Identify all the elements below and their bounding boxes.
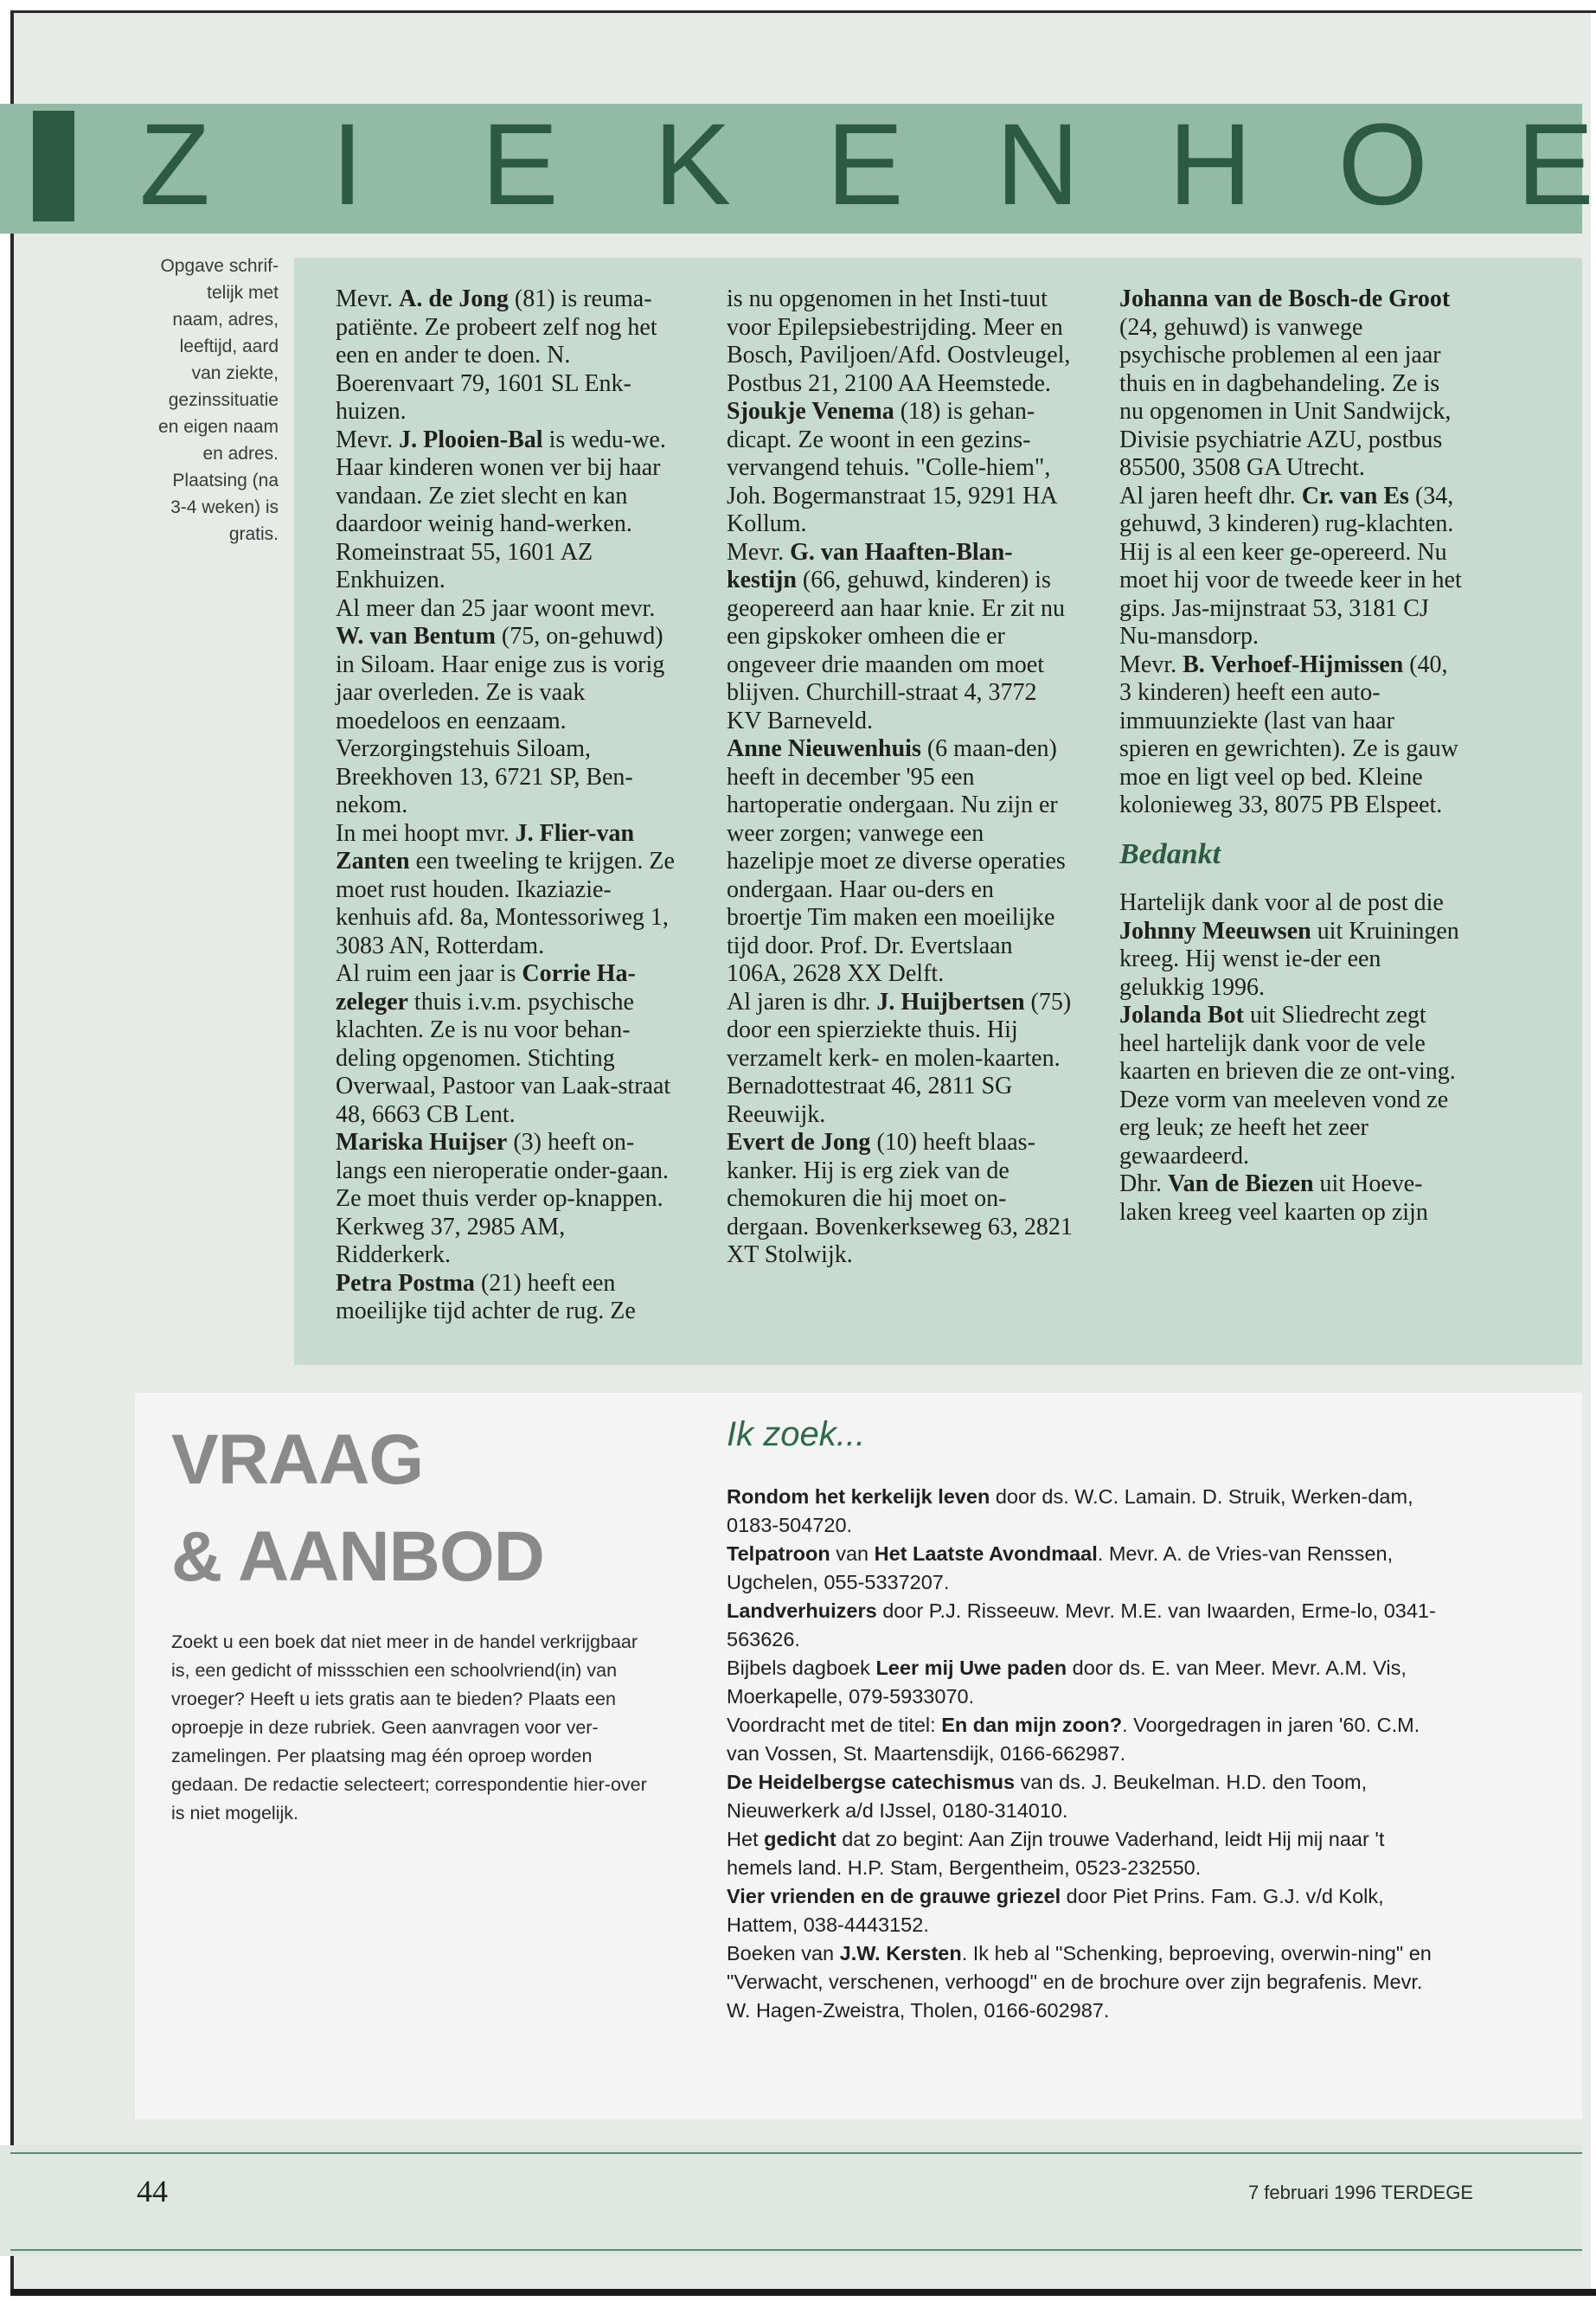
patient-name: J. Plooien-Bal	[399, 426, 543, 453]
patient-name: J. Huijbertsen	[876, 988, 1025, 1016]
issue-date: 7 februari 1996 TERDEGE	[1247, 2182, 1473, 2203]
header-letter: E	[481, 100, 559, 229]
patient-name: Sjoukje Venema	[727, 398, 894, 425]
patient-name: W. van Bentum	[336, 623, 496, 650]
header-letter: Z	[139, 100, 210, 229]
patient-name: B. Verhoef-Hijmissen	[1183, 651, 1404, 678]
request-item: Telpatroon van Het Laatste Avondmaal. Mevr. A. de Vries-van Renssen, Ugchelen, 055-5337207.	[727, 1542, 1394, 1593]
patient-entry: Mevr. A. de Jong (81) is reuma-patiënte. Ze probeert zelf nog het een en ander te doen. N. Boerenvaart 79, 1601 SL Enk-huizen.	[336, 285, 657, 425]
thanks-entry: Dhr. Van de Biezen uit Hoeve-laken kreeg veel kaarten op zijn	[1119, 1170, 1428, 1226]
header-letter: N	[996, 100, 1080, 229]
patient-entry: Mariska Huijser (3) heeft on-langs een nieroperatie onder-gaan. Ze moet thuis verder op-knappen. Kerkweg 37, 2985 AM, Ridderkerk.	[336, 1129, 670, 1268]
request-item: Boeken van J.W. Kersten. Ik heb al "Schenking, beproeving, overwin-ning" en "Verwacht, verschenen, verhoogd" en de brochure over zijn begrafenis. Mevr. W. Hagen-Zweistra, Tholen, 0166-602987.	[727, 1942, 1432, 2022]
patient-entry: Al ruim een jaar is Corrie Ha-zeleger thuis i.v.m. psychische klachten. Ze is nu voor behan-deling opgenomen. Stichting Overwaal, Pastoor van Laak-straat 48, 6663 CB Lent.	[336, 960, 671, 1128]
patient-entry: Mevr. G. van Haaften-Blan-kestijn (66, gehuwd, kinderen) is geopereerd aan haar knie. Er zit nu een gipskoker omheen die er ongeveer drie maanden om moet blijven. Churchill-straat 4, 3772 KV Barneveld.	[727, 538, 1066, 734]
patient-entry: is nu opgenomen in het Insti-tuut voor Epilepsiebestrijding. Meer en Bosch, Paviljoen/Afd. Oostvleugel, Postbus 21, 2100 AA Heemstede.	[727, 285, 1071, 397]
request-item: Vier vrienden en de grauwe griezel door Piet Prins. Fam. G.J. v/d Kolk, Hattem, 038-4443152.	[727, 1885, 1384, 1936]
instruction-line: naam, adres,	[172, 310, 279, 330]
patient-name: Petra Postma	[336, 1269, 475, 1297]
instruction-line: Plaatsing (na	[172, 471, 279, 490]
patient-name: Corrie Ha-zeleger	[336, 960, 636, 1016]
thanks-entry: Hartelijk dank voor al de post die Johnny Meeuwsen uit Kruiningen kreeg. Hij wenst ie-der een gelukkig 1996.	[1119, 889, 1459, 1001]
patient-name: Johanna van de Bosch-de Groot	[1119, 285, 1451, 312]
instruction-line: Opgave schrif-	[160, 256, 279, 276]
patient-entry: Al jaren heeft dhr. Cr. van Es (34, gehuwd, 3 kinderen) rug-klachten. Hij is al een keer ge-opereerd. Nu moet hij voor de tweede keer in het gips. Jas-mijnstraat 53, 3181 CJ Nu-mansdorp.	[1119, 482, 1462, 650]
patient-name: J. Flier-van Zanten	[336, 819, 635, 875]
patient-entry: Petra Postma (21) heeft een moeilijke tijd achter de rug. Ze	[336, 1269, 636, 1324]
patient-name: Anne Nieuwenhuis	[727, 735, 921, 762]
patient-name: A. de Jong	[399, 285, 509, 312]
patient-entry: Mevr. J. Plooien-Bal is wedu-we. Haar kinderen wonen ver bij haar vandaan. Ze ziet slecht en kan daardoor weinig hand-werken. Romeinstraat 55, 1601 AZ Enkhuizen.	[336, 426, 666, 593]
instruction-line: en adres.	[202, 444, 279, 464]
footer-rule	[10, 2249, 1582, 2251]
column-3	[1119, 285, 1465, 1227]
scan-border-bottom	[10, 2289, 1596, 2296]
patient-entry: Anne Nieuwenhuis (6 maan-den) heeft in december '95 een hartoperatie ondergaan. Nu zijn er weer zorgen; vanwege een hazelipje moet ze diverse operaties ondergaan. Haar ou-ders en broertje Tim maken een moeilijke tijd door. Prof. Dr. Evertslaan 106A, 2628 XX Delft.	[727, 735, 1066, 987]
patient-entry: Mevr. B. Verhoef-Hijmissen (40, 3 kinderen) heeft een auto-immuunziekte (last van haar spieren en gewrichten). Ze is gauw moe en ligt veel op bed. Kleine kolonieweg 33, 8075 PB Elspeet.	[1119, 651, 1458, 818]
request-item: Landverhuizers door P.J. Risseeuw. Mevr. M.E. van Iwaarden, Erme-lo, 0341-563626.	[727, 1599, 1436, 1650]
scan-border-left	[10, 10, 14, 2294]
patient-name: Evert de Jong	[727, 1129, 871, 1156]
instruction-line: telijk met	[207, 283, 279, 303]
header-letter: K	[653, 100, 732, 229]
column-2	[727, 285, 1073, 1270]
header-letter: O	[1337, 100, 1428, 229]
section-title-ziekenhoek	[130, 100, 1596, 230]
vraag-aanbod-intro: Zoekt u een boek dat niet meer in de handel verkrijgbaar is, een gedicht of missschien een schoolvriend(in) van vroeger? Heeft u iets gratis aan te bieden? Plaats een oproepje in deze rubriek. Geen aanvragen voor ver-zamelingen. Per plaatsing mag één oproep worden gedaan. De redactie selecteert; correspondentie hier-over is niet mogelijk.	[171, 1631, 647, 1823]
scan-border-top	[10, 10, 1596, 13]
submission-instructions	[121, 253, 279, 548]
patient-name: G. van Haaften-Blan-kestijn	[727, 538, 1013, 593]
person-name: Johnny Meeuwsen	[1119, 917, 1311, 945]
title-line: VRAAG	[171, 1420, 424, 1499]
person-name: Van de Biezen	[1168, 1170, 1314, 1197]
header-letter: E	[826, 100, 904, 229]
request-item: Voordracht met de titel: En dan mijn zoon?. Voorgedragen in jaren '60. C.M. van Vossen, St. Maartensdijk, 0166-662987.	[727, 1714, 1420, 1765]
header-letter: I	[330, 100, 364, 229]
patient-entry: Evert de Jong (10) heeft blaas-kanker. Hij is erg ziek van de chemokuren die hij moet on-dergaan. Bovenkerkseweg 63, 2821 XT Stolwijk.	[727, 1129, 1073, 1268]
request-item: Het gedicht dat zo begint: Aan Zijn trouwe Vaderhand, leidt Hij mij naar 't hemels land. H.P. Stam, Bergentheim, 0523-232550.	[727, 1828, 1385, 1879]
instruction-line: gezinssituatie	[168, 390, 279, 410]
footer-rule	[10, 2152, 1582, 2154]
instruction-line: 3-4 weken) is	[170, 497, 279, 517]
patient-entry: Al jaren is dhr. J. Huijbertsen (75) door een spierziekte thuis. Hij verzamelt kerk- en molen-kaarten. Bernadottestraat 46, 2811 SG Reeuwijk.	[727, 988, 1072, 1128]
instruction-line: van ziekte,	[191, 363, 279, 383]
request-list	[727, 1483, 1445, 2025]
title-line: & AANBOD	[171, 1517, 544, 1596]
thanks-entry: Jolanda Bot uit Sliedrecht zegt heel hartelijk dank voor de vele kaarten en brieven die ze ont-ving. Deze vorm van meeleven vond ze erg leuk; ze heeft het zeer gewaardeerd.	[1119, 1002, 1456, 1170]
section-heading-bedankt: Bedankt	[1119, 837, 1221, 870]
patient-entry: Johanna van de Bosch-de Groot (24, gehuwd) is vanwege psychische problemen al een jaar thuis en in dagbehandeling. Ze is nu opgenomen in Unit Sandwijck, Divisie psychiatrie AZU, postbus 85500, 3508 GA Utrecht.	[1119, 285, 1452, 481]
person-name: Jolanda Bot	[1119, 1002, 1244, 1029]
patient-entry: In mei hoopt mvr. J. Flier-van Zanten een tweeling te krijgen. Ze moet rust houden. Ikaziazie-kenhuis afd. 8a, Montessoriweg 1, 3083 AN, Rotterdam.	[336, 819, 675, 959]
header-letter: H	[1168, 100, 1253, 229]
page-number: 44	[137, 2174, 168, 2208]
header-marker	[33, 111, 74, 221]
instruction-line: leeftijd, aard	[179, 336, 279, 356]
request-item: Bijbels dagboek Leer mij Uwe paden door ds. E. van Meer. Mevr. A.M. Vis, Moerkapelle, 079-5933070.	[727, 1657, 1407, 1708]
instruction-line: gratis.	[228, 524, 279, 544]
header-letter: E	[1516, 100, 1594, 229]
patient-entry: Sjoukje Venema (18) is gehan-dicapt. Ze woont in een gezins-vervangend tehuis. "Colle-hiem", Joh. Bogermanstraat 15, 9291 HA Kollum.	[727, 398, 1057, 537]
vraag-aanbod-title	[171, 1412, 621, 1606]
request-item: Rondom het kerkelijk leven door ds. W.C. Lamain. D. Struik, Werken-dam, 0183-504720.	[727, 1485, 1413, 1536]
patient-name: Cr. van Es	[1301, 482, 1409, 510]
patient-entry: Al meer dan 25 jaar woont mevr. W. van Bentum (75, on-gehuwd) in Siloam. Haar enige zus is vorig jaar overleden. Ze is vaak moedeloos en eenzaam. Verzorgingstehuis Siloam, Breekhoven 13, 6721 SP, Ben-nekom.	[336, 594, 665, 818]
patient-name: Mariska Huijser	[336, 1129, 508, 1156]
ik-zoek-heading: Ik zoek...	[727, 1415, 866, 1453]
request-item: De Heidelbergse catechismus van ds. J. Beukelman. H.D. den Toom, Nieuwerkerk a/d IJssel, 0180-314010.	[727, 1771, 1368, 1822]
column-1	[336, 285, 682, 1326]
instruction-line: en eigen naam	[158, 417, 279, 437]
